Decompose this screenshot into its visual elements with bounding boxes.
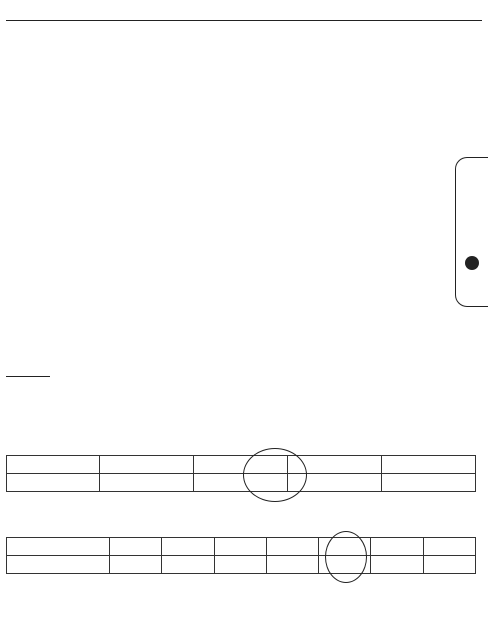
table-cell bbox=[266, 538, 318, 556]
table-cell bbox=[7, 474, 100, 492]
wpm-circle-mark bbox=[243, 448, 307, 502]
table-cell bbox=[7, 456, 100, 474]
time-record bbox=[6, 368, 50, 380]
table-cell bbox=[162, 556, 214, 574]
table-row bbox=[7, 456, 476, 474]
table-row bbox=[7, 556, 476, 574]
miscue-table bbox=[6, 537, 476, 574]
table-cell bbox=[110, 556, 162, 574]
table-cell bbox=[100, 474, 194, 492]
table-row bbox=[7, 474, 476, 492]
table-cell bbox=[7, 538, 110, 556]
table-cell bbox=[7, 556, 110, 574]
table-cell bbox=[423, 538, 475, 556]
wpm-table bbox=[6, 455, 476, 492]
side-tab-number bbox=[465, 256, 479, 270]
table-cell bbox=[266, 556, 318, 574]
table-cell bbox=[162, 538, 214, 556]
table-cell bbox=[382, 456, 476, 474]
table-cell bbox=[214, 538, 266, 556]
table-cell bbox=[371, 556, 423, 574]
table-cell bbox=[423, 556, 475, 574]
time-value bbox=[6, 376, 50, 377]
table-cell bbox=[110, 538, 162, 556]
table-cell bbox=[214, 556, 266, 574]
accuracy-circle-mark bbox=[325, 531, 367, 583]
page-header bbox=[6, 2, 482, 21]
table-row bbox=[7, 538, 476, 556]
table-cell bbox=[382, 474, 476, 492]
table-cell bbox=[371, 538, 423, 556]
table-cell bbox=[100, 456, 194, 474]
